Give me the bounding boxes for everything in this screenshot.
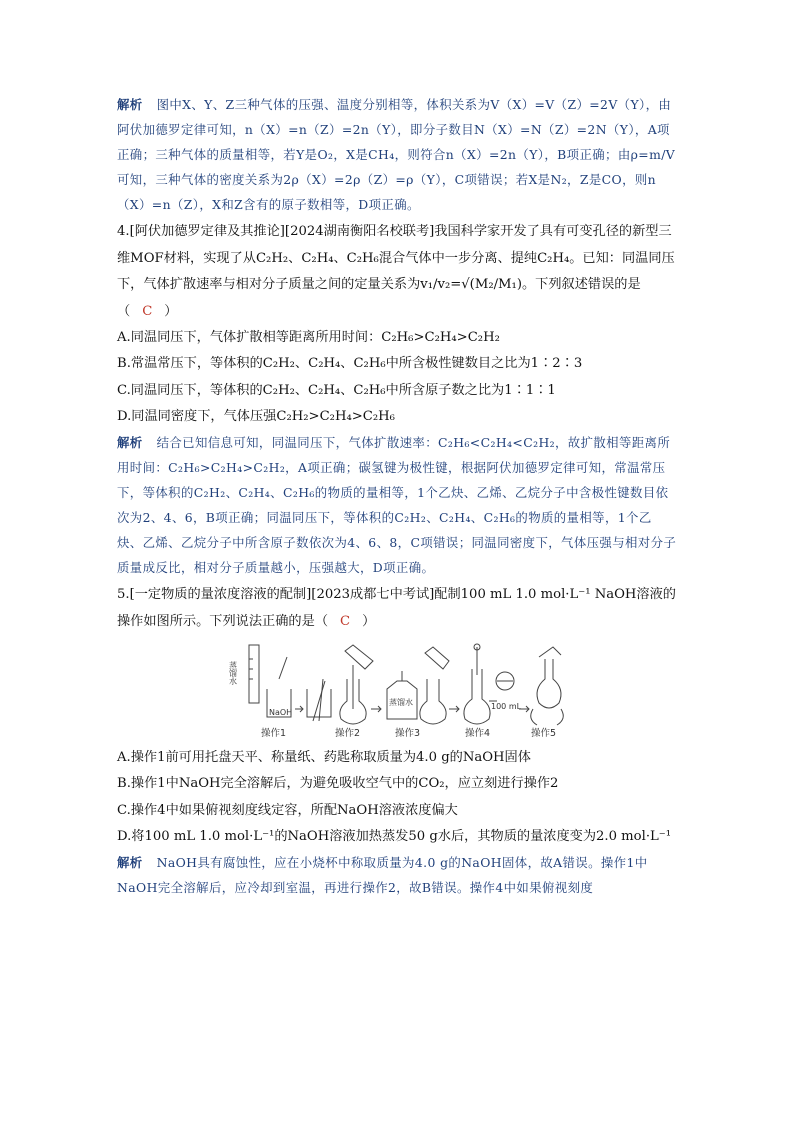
- explanation-q5: [117, 850, 677, 900]
- bottle-label: 蒸馏水: [389, 698, 413, 708]
- caption-op3: 操作3: [395, 728, 421, 740]
- question-stem: 5.[一定物质的量浓度溶液的配制][2023成都七中考试]配制100 mL 1.0 mol·L⁻¹ NaOH溶液的操作如图所示。下列说法正确的是: [117, 587, 676, 629]
- option-d: D.同温同密度下，气体压强C₂H₂>C₂H₄>C₂H₆: [117, 408, 395, 424]
- option-b: B.操作1中NaOH完全溶解后，为避免吸收空气中的CO₂，应立刻进行操作2: [117, 776, 559, 792]
- explanation-text: 结合已知信息可知，同温同压下，气体扩散速率：C₂H₆<C₂H₄<C₂H₂，故扩散相等距离所用时间：C₂H₆>C₂H₄>C₂H₂，A项正确；碳氢键为极性键，根据阿伏加德罗定律可知，常温常压下，等体积的C₂H₂、C₂H₄、C₂H₆的物质的量相等，1个乙炔、乙烯、乙烷分子中含极性键数目依次为2、4、6，B项正确；同温同压下，等体积的C₂H₂、C₂H₄、C₂H₆的物质的量相等，1个乙炔、乙烯、乙烷分子中所含原子数依次为4、6、8，C项错误；同温同密度下，气体压强与相对分子质量成反比，相对分子质量越小，压强越大，D项正确。: [117, 435, 677, 576]
- figure-svg: [227, 639, 567, 739]
- caption-op5: 操作5: [531, 728, 557, 740]
- flask-4: [464, 669, 490, 724]
- question-5: [117, 582, 677, 635]
- option-b: B.常温常压下，等体积的C₂H₂、C₂H₄、C₂H₆中所含极性键数目之比为1∶2∶3: [117, 356, 583, 372]
- explanation-text: NaOH具有腐蚀性，应在小烧杯中称取质量为4.0 g的NaOH固体，故A错误。操作1中NaOH完全溶解后，应冷却到室温，再进行操作2，故B错误。操作4中如果俯视刻度: [117, 855, 648, 896]
- solution-preparation-figure: [227, 639, 567, 739]
- flask-5: [537, 659, 561, 708]
- option-d: D.将100 mL 1.0 mol·L⁻¹的NaOH溶液加热蒸发50 g水后，其物质的量浓度变为2.0 mol·L⁻¹: [117, 829, 672, 845]
- explanation-q3: [117, 92, 677, 217]
- answer-paren-open: （: [314, 613, 328, 629]
- option-a: A.操作1前可用托盘天平、称量纸、药匙称取质量为4.0 g的NaOH固体: [117, 750, 531, 766]
- explanation-tag: 解析: [117, 855, 143, 871]
- option-a: A.同温同压下，气体扩散相等距离所用时间：C₂H₆>C₂H₄>C₂H₂: [117, 330, 500, 345]
- caption-op2: 操作2: [335, 728, 361, 740]
- water-label: 蒸馏水: [228, 661, 238, 686]
- explanation-q4: [117, 430, 677, 580]
- option-c: C.同温同压下，等体积的C₂H₂、C₂H₄、C₂H₆中所含原子数之比为1∶1∶1: [117, 382, 556, 398]
- caption-op1: 操作1: [261, 728, 287, 740]
- explanation-tag: 解析: [117, 435, 143, 451]
- question-4: [117, 219, 677, 325]
- beaker-2: [307, 689, 331, 717]
- answer-letter: C: [340, 613, 351, 629]
- explanation-text: 图中X、Y、Z三种气体的压强、温度分别相等，体积关系为V（X）=V（Z）=2V（Y），由阿伏加德罗定律可知，n（X）=n（Z）=2n（Y），即分子数目N（X）=N（Z）=2N（Y），A项正确；三种气体的质量相等，若Y是O₂，X是CH₄，则符合n（X）=2n（Y），B项正确；由ρ=m/V可知，三种气体的密度关系为2ρ（X）=2ρ（Z）=ρ（Y），C项错误；若X是N₂，Z是CO，则n（X）=n（Z），X和Z含有的原子数相等，D项正确。: [117, 97, 676, 212]
- measuring-cylinder: [249, 645, 259, 703]
- answer-paren-open: （: [117, 303, 131, 319]
- flask-3: [420, 679, 446, 724]
- explanation-tag: 解析: [117, 97, 143, 112]
- caption-op4: 操作4: [465, 728, 491, 740]
- answer-paren-close: ）: [362, 613, 376, 629]
- answer-paren-close: ）: [164, 303, 178, 319]
- question-stem: 4.[阿伏加德罗定律及其推论][2024湖南衡阳名校联考]我国科学家开发了具有可变孔径的新型三维MOF材料，实现了从C₂H₂、C₂H₄、C₂H₆混合气体中一步分离、提纯C₂H₄。已知：同温同压下，气体扩散速率与相对分子质量之间的定量关系为v₁/v₂=√(M₂/M₁)。下列叙述错误的是: [117, 224, 675, 292]
- naoh-label: NaOH: [269, 708, 293, 718]
- page-content: [117, 92, 677, 900]
- option-c: C.操作4中如果俯视刻度线定容，所配NaOH溶液浓度偏大: [117, 802, 458, 818]
- volume-label: 100 mL: [491, 702, 522, 712]
- answer-letter: C: [142, 303, 153, 319]
